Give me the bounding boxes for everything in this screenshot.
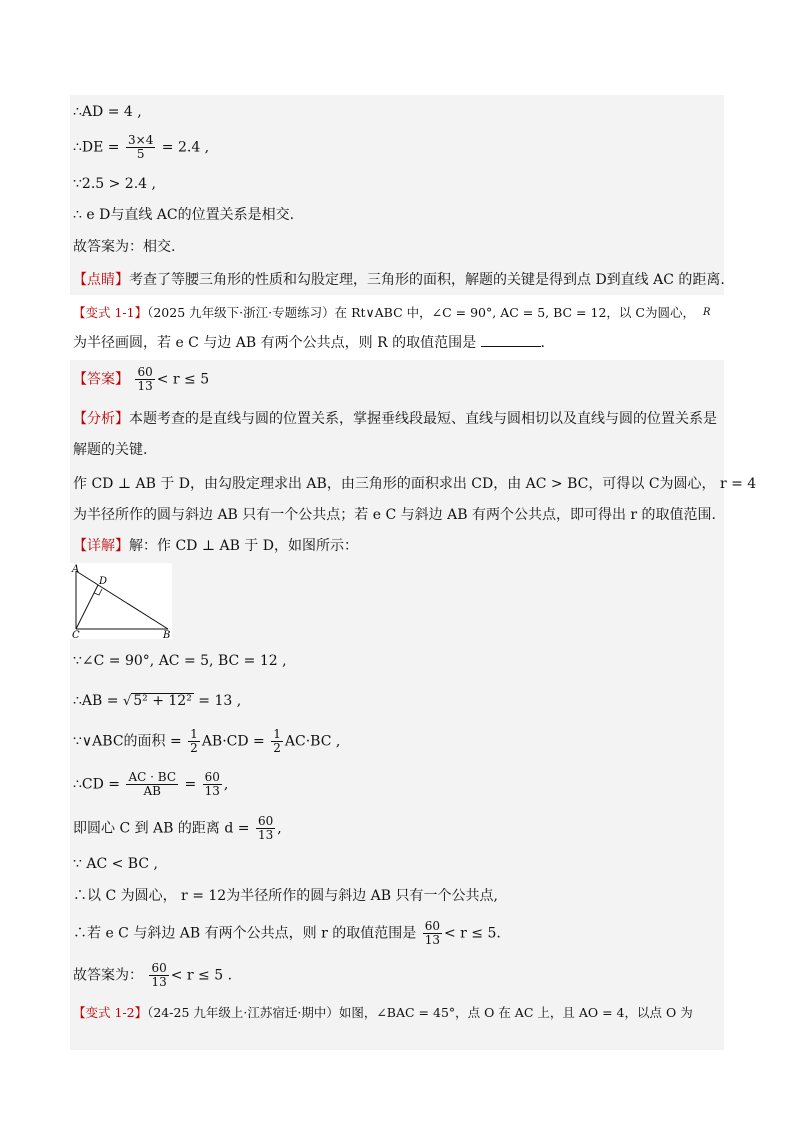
line-relation: ∴ e D与直线 AC的位置关系是相交. (73, 207, 295, 223)
line-analysis-4: 为半径所作的圆与斜边 AB 只有一个公共点；若 e C 与斜边 AB 有两个公共点，即可得出 r 的取值范围. (73, 507, 716, 523)
line-comment: 【点睛】考查了等腰三角形的性质和勾股定理，三角形的面积，解题的关键是得到点 D到直线 AC 的距离. (73, 272, 725, 288)
label-c: C (72, 630, 80, 639)
label-a: A (72, 564, 80, 575)
line-de: ∴DE = $\frac{3\times 4}{5}$ = 2.4 , (73, 133, 210, 161)
line-ab: ∴AB = √ 5² + 12² = 13 , (73, 693, 242, 709)
comment-tag: 【点睛】 (73, 272, 129, 288)
line-range: ∴若 e C 与斜边 AB 有两个公共点，则 r 的取值范围是 $\frac{60}{13}$ < r ≤ 5. (73, 919, 501, 947)
answer-blank (481, 334, 541, 347)
fraction-de: $\frac{3\times 4}{5}$ (128, 133, 154, 161)
line-area: ∵∨ABC的面积 = $\frac{1}{2}$ AB·CD = $\frac{1}{2}$ AC·BC , (73, 727, 341, 755)
line-answer-tag: 【答案】 $\frac{60}{13}$ < r ≤ 5 (73, 365, 210, 393)
solution-panel-top (70, 95, 724, 295)
variant-tag-1-2: 【变式 1-2】 (73, 1005, 148, 1020)
label-b: B (163, 630, 171, 639)
line-one-point: ∴以 C 为圆心， r = 12为半径所作的圆与斜边 AB 只有一个公共点, (73, 888, 498, 904)
line-compare: ∵2.5 > 2.4 , (73, 176, 156, 192)
variant-tag-1-1: 【变式 1-1】 (73, 305, 148, 320)
line-cd: ∴CD = $\frac{AC \cdot BC}{AB}$ = $\frac{60}{13}$ , (73, 770, 229, 798)
detail-tag: 【详解】 (73, 538, 129, 554)
line-analysis-2: 解题的关键. (73, 442, 148, 458)
triangle-diagram (70, 563, 172, 639)
line-distance: 即圆心 C 到 AB 的距离 d = $\frac{60}{13}$ , (73, 814, 282, 842)
analysis-tag: 【分析】 (73, 411, 129, 427)
line-given: ∵∠C = 90°, AC = 5, BC = 12 , (73, 653, 287, 669)
analysis-panel (70, 400, 724, 1050)
line-analysis-3: 作 CD ⊥ AB 于 D，由勾股定理求出 AB，由三角形的面积求出 CD，由 AC > BC，可得以 C为圆心， r = 4 (73, 476, 757, 492)
line-answer-1: 故答案为：相交. (73, 239, 176, 255)
line-ac-bc: ∵ AC < BC , (73, 856, 158, 872)
line-question: 为半径画圆，若 e C 与边 AB 有两个公共点，则 R 的取值范围是 . (73, 335, 545, 351)
line-variant-1-2: 【变式 1-2】（24-25 九年级上·江苏宿迁·期中）如图，∠BAC = 45°，点 O 在 AC 上，且 AO = 4，以点 O 为 (73, 1005, 693, 1020)
line-variant-1-1: 【变式 1-1】（2025 九年级下·浙江·专题练习）在 Rt∨ABC 中，∠C = 90°, AC = 5, BC = 12，以 C为圆心， R (73, 305, 711, 320)
answer-tag: 【答案】 (73, 371, 129, 388)
line-ad: ∴AD = 4 , (73, 104, 142, 120)
line-analysis: 【分析】本题考查的是直线与圆的位置关系，掌握垂线段最短、直线与圆相切以及直线与圆的位置关系是 (73, 411, 717, 427)
line-detail: 【详解】解：作 CD ⊥ AB 于 D，如图所示： (73, 538, 358, 554)
line-final-answer: 故答案为： $\frac{60}{13}$ < r ≤ 5 . (73, 961, 233, 989)
triangle-figure (70, 563, 172, 639)
label-d: D (99, 576, 108, 587)
